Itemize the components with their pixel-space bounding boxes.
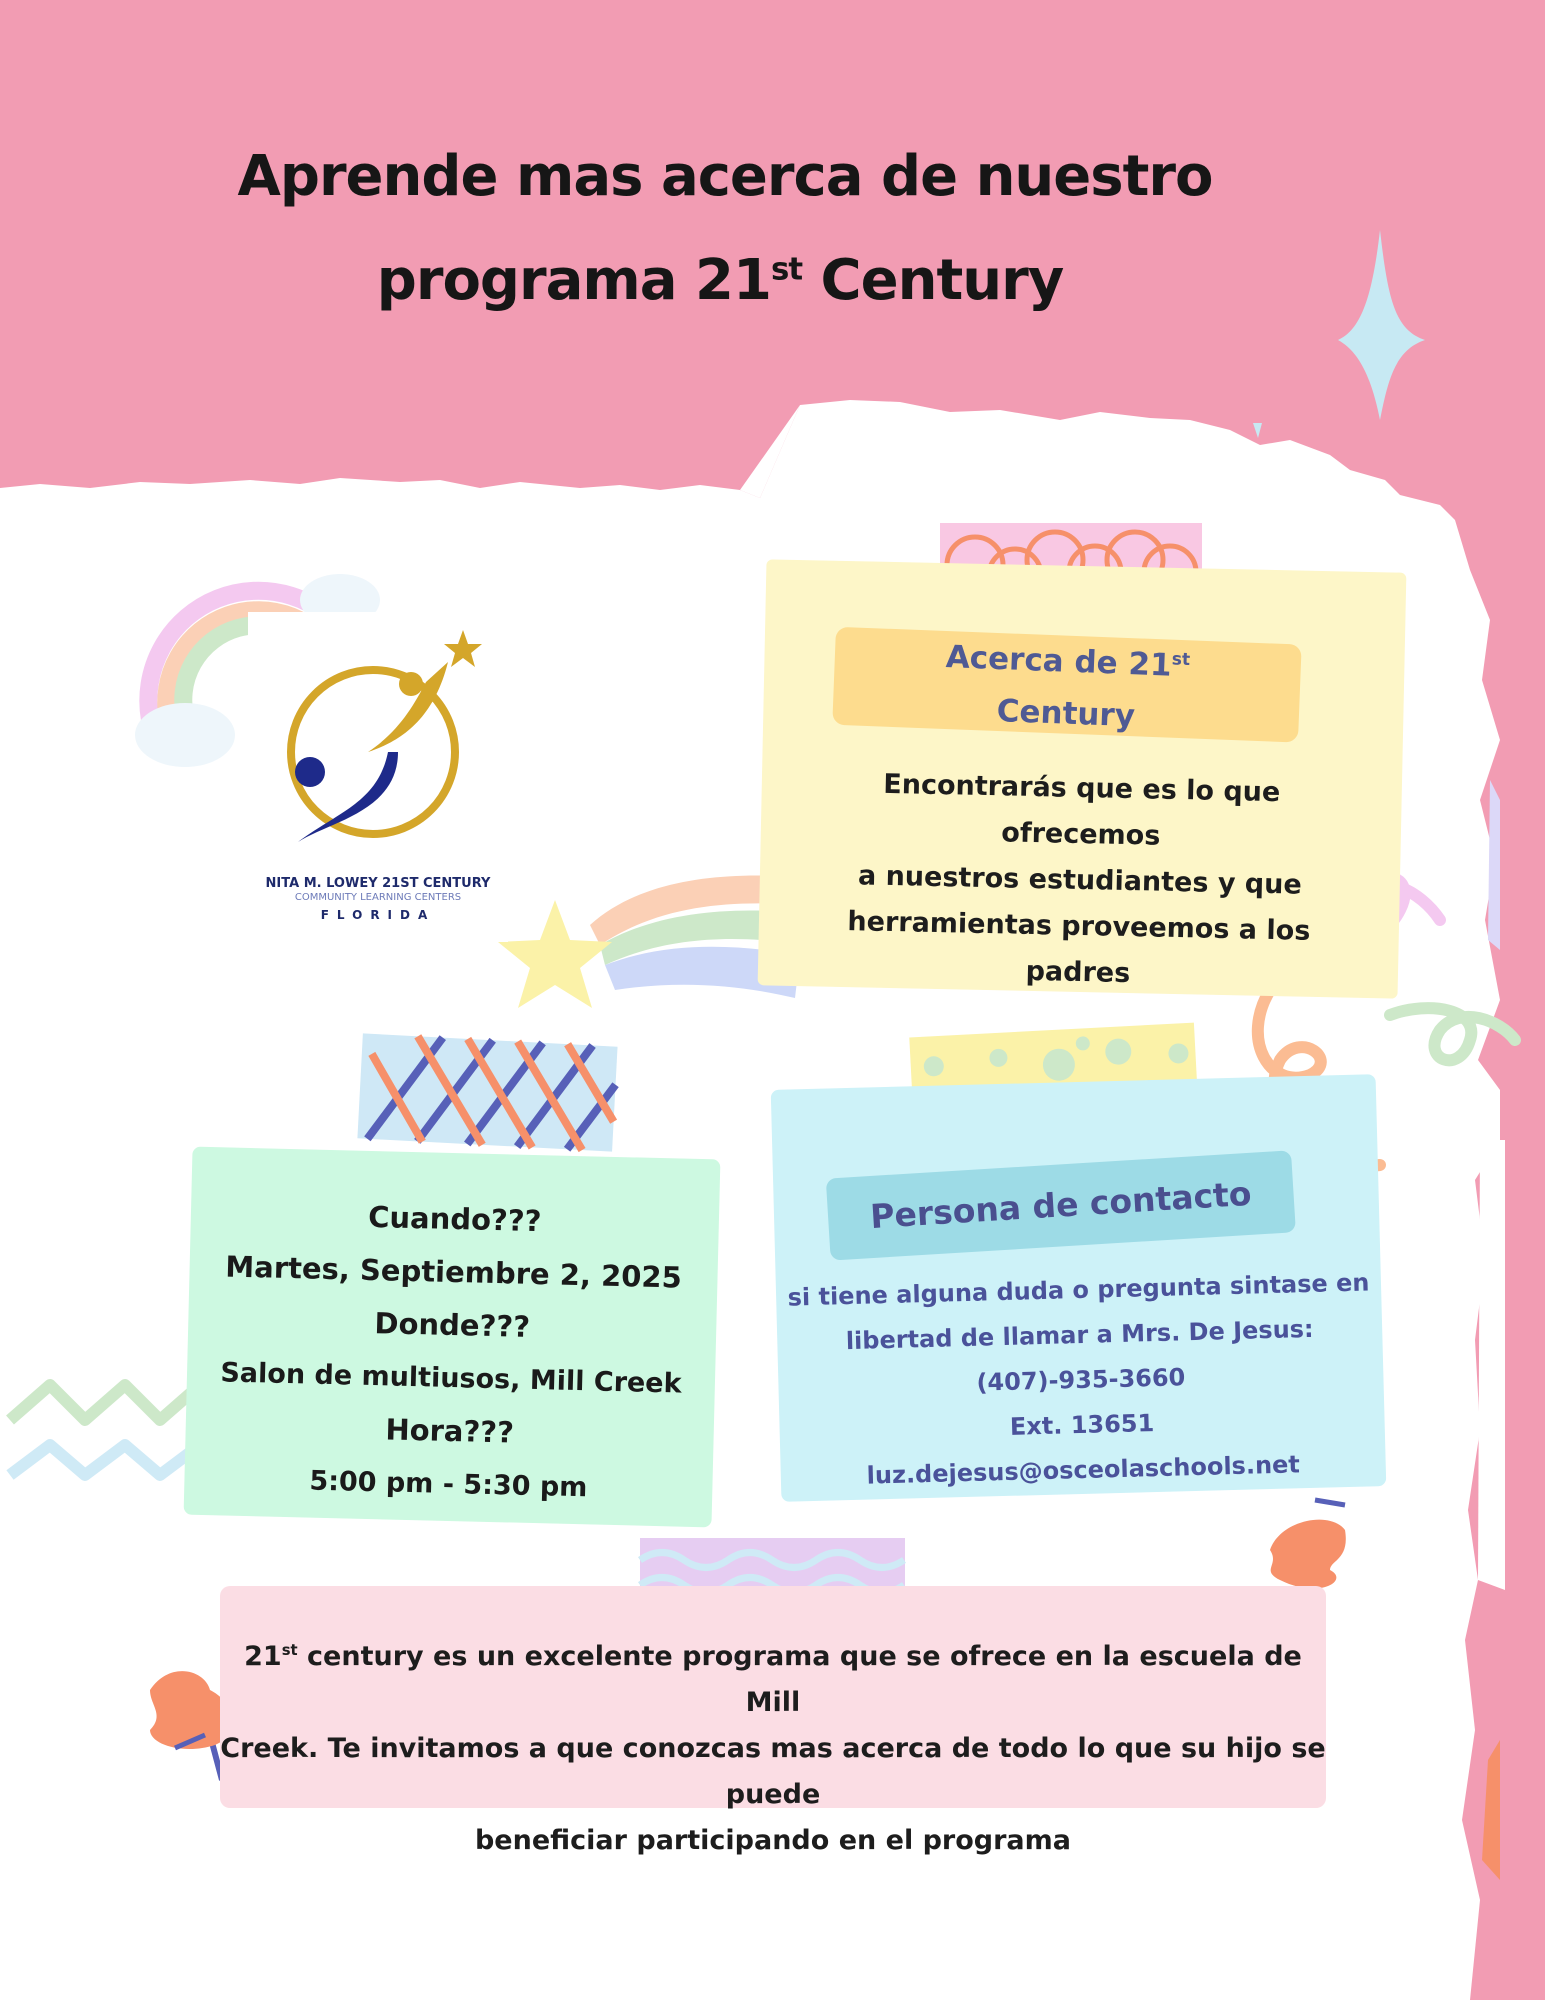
contact-phone[interactable]: (407)-935-3660 (976, 1363, 1186, 1397)
about-line: herramientas proveemos a los (847, 906, 1311, 947)
event-time: 5:00 pm - 5:30 pm (309, 1465, 588, 1504)
about-title-sup: st (1171, 649, 1191, 671)
logo-line-1: NITA M. LOWEY 21ST CENTURY (265, 876, 491, 891)
title-line-2-suffix: Century (802, 248, 1064, 313)
about-heading-box (832, 627, 1301, 743)
where-label: Donde??? (374, 1306, 531, 1344)
logo-line-2: COMMUNITY LEARNING CENTERS (294, 892, 462, 903)
contact-line: libertad de llamar a Mrs. De Jesus: (845, 1314, 1314, 1356)
program-logo (248, 612, 508, 942)
summary-text (220, 1634, 1326, 1864)
contact-card (771, 1074, 1387, 1502)
summary-card (220, 1586, 1326, 1856)
title-line-1: Aprende mas acerca de nuestro (237, 144, 1213, 209)
logo-line-3: FLORIDA (320, 908, 436, 922)
summary-line-3: beneficiar participando en el programa (474, 1825, 1072, 1856)
title-line-2 (80, 229, 1360, 333)
contact-details (786, 1260, 1377, 1500)
about-title (832, 627, 1302, 749)
summary-line-1-sup: st (281, 1641, 298, 1659)
summary-line-2: Creek. Te invitamos a que conozcas mas acerca de todo lo que su hijo se puede (220, 1733, 1326, 1810)
event-date: Martes, Septiembre 2, 2025 (225, 1249, 683, 1295)
contact-extension: Ext. 13651 (1009, 1409, 1155, 1441)
event-details (184, 1187, 720, 1518)
about-description (798, 760, 1363, 1002)
contact-line: si tiene alguna duda o pregunta sintase en (787, 1268, 1370, 1312)
event-details-card (184, 1147, 721, 1528)
summary-line-1-text: century es un excelente programa que se ofrece en la escuela de Mill (297, 1641, 1302, 1718)
time-label: Hora??? (385, 1412, 515, 1450)
about-line: padres (1025, 955, 1131, 990)
summary-line-1-number: 21 (244, 1641, 282, 1672)
contact-title: Persona de contacto (869, 1173, 1253, 1237)
about-card (758, 559, 1407, 998)
about-title-text: Acerca de 21 (945, 639, 1173, 684)
when-label: Cuando??? (367, 1199, 542, 1239)
contact-email-link[interactable]: luz.dejesus@osceolaschools.net (866, 1450, 1301, 1490)
title-line-2-sup: st (770, 251, 803, 288)
about-title-line-2: Century (996, 693, 1136, 735)
title-line-2-text: programa 21 (376, 248, 771, 313)
summary-line-1 (220, 1634, 1326, 1726)
event-place: Salon de multiusos, Mill Creek (220, 1357, 682, 1400)
tape-diagonal (357, 1033, 617, 1151)
page-title (120, 125, 1360, 333)
about-line: Encontrarás que es lo que ofrecemos (883, 768, 1281, 852)
about-line: a nuestros estudiantes y que (857, 860, 1303, 901)
logo-emblem-icon (248, 612, 508, 872)
contact-heading-box (826, 1150, 1296, 1260)
